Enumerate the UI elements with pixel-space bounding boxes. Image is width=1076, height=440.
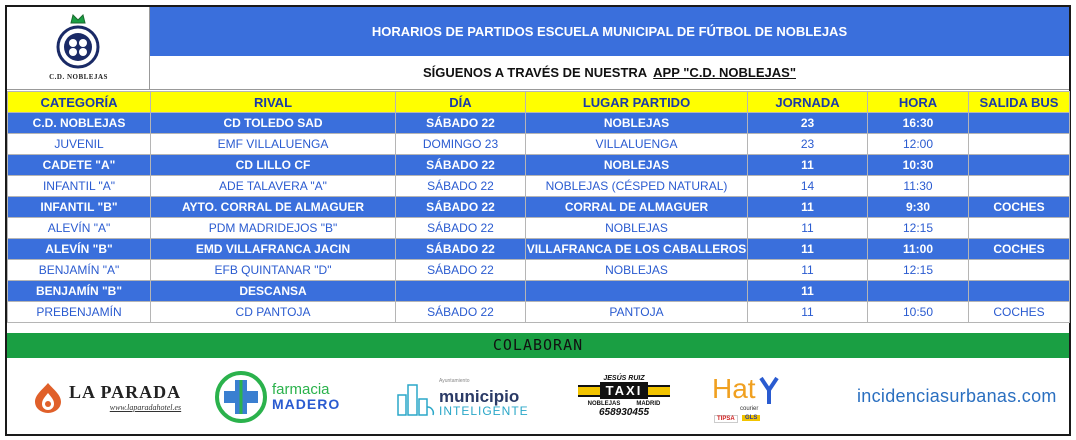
taxi-wing-right [648,385,670,397]
cell-dia: SÁBADO 22 [396,260,526,281]
cell-categoria: C.D. NOBLEJAS [8,113,151,134]
cell-lugar: CORRAL DE ALMAGUER [526,197,748,218]
hatysa-badge-gls: GLS [742,415,760,421]
follow-text: SÍGUENOS A TRAVÉS DE NUESTRA [423,65,648,80]
cell-bus: COCHES [969,239,1070,260]
cell-rival: CD LILLO CF [151,155,396,176]
col-header-lugar: LUGAR PARTIDO [526,92,748,113]
flame-icon [33,381,63,413]
follow-banner [150,56,1069,90]
cell-lugar: NOBLEJAS (CÉSPED NATURAL) [526,176,748,197]
cell-jornada: 11 [748,281,868,302]
taxi-wing-left [578,385,600,397]
sponsor-la-parada[interactable] [33,359,183,434]
table-row [8,134,1070,155]
cell-jornada: 11 [748,218,868,239]
cell-categoria: ALEVÍN "A" [8,218,151,239]
sponsor-incidencias-urbanas[interactable] [857,359,1062,434]
sponsors-heading: COLABORAN [7,333,1069,358]
cell-categoria: CADETE "A" [8,155,151,176]
table-row [8,218,1070,239]
taxi-left: NOBLEJAS [587,401,621,407]
cell-hora: 10:50 [868,302,969,323]
cell-categoria: JUVENIL [8,134,151,155]
schedule-table [7,91,1070,323]
cell-dia: SÁBADO 22 [396,197,526,218]
municipio-line2: INTELIGENTE [439,404,529,418]
col-header-hora: HORA [868,92,969,113]
cell-rival: CD PANTOJA [151,302,396,323]
table-row [8,155,1070,176]
cell-categoria: INFANTIL "B" [8,197,151,218]
cell-lugar: PANTOJA [526,302,748,323]
cell-jornada: 11 [748,155,868,176]
cell-jornada: 23 [748,134,868,155]
cell-dia: SÁBADO 22 [396,218,526,239]
cell-rival: CD TOLEDO SAD [151,113,396,134]
la-parada-name: LA PARADA [69,381,182,402]
cell-lugar [526,281,748,302]
cell-dia: SÁBADO 22 [396,239,526,260]
col-header-categoria: CATEGORÍA [8,92,151,113]
cell-rival: EFB QUINTANAR "D" [151,260,396,281]
cell-hora: 9:30 [868,197,969,218]
cell-jornada: 11 [748,302,868,323]
cell-rival: EMD VILLAFRANCA JACIN [151,239,396,260]
page-title: HORARIOS DE PARTIDOS ESCUELA MUNICIPAL DE FÚTBOL DE NOBLEJAS [150,7,1069,56]
hatysa-y-icon [759,376,779,406]
club-crest-icon [51,13,105,71]
hatysa-hat: Hat [712,372,756,404]
cell-jornada: 11 [748,260,868,281]
hatysa-badge-tipsa: TIPSA [714,415,738,423]
la-parada-url[interactable]: www.laparadahotel.es [109,402,182,412]
col-header-rival: RIVAL [151,92,396,113]
table-row [8,113,1070,134]
cell-categoria: ALEVÍN "B" [8,239,151,260]
cell-rival: ADE TALAVERA "A" [151,176,396,197]
col-header-jornada: JORNADA [748,92,868,113]
taxi-top: JESÚS RUIZ [603,375,645,382]
cell-hora: 10:30 [868,155,969,176]
cell-categoria: BENJAMÍN "B" [8,281,151,302]
table-row [8,260,1070,281]
pharmacy-cross-icon [214,370,268,424]
taxi-right: MADRID [636,401,661,407]
table-header-row [8,92,1070,113]
cell-lugar: VILLAFRANCA DE LOS CABALLEROS [526,239,748,260]
cell-jornada: 11 [748,197,868,218]
col-header-salida-bus: SALIDA BUS [969,92,1070,113]
cell-hora: 12:15 [868,218,969,239]
app-link[interactable]: APP "C.D. NOBLEJAS" [653,65,796,80]
municipio-line1: municipio [439,387,520,406]
municipio-small: Ayuntamiento [439,378,470,384]
cell-lugar: VILLALUENGA [526,134,748,155]
cell-bus: COCHES [969,197,1070,218]
cell-categoria: PREBENJAMÍN [8,302,151,323]
sponsor-municipio-inteligente[interactable] [395,359,545,434]
cell-bus [969,218,1070,239]
cell-jornada: 23 [748,113,868,134]
cell-bus [969,176,1070,197]
cell-bus [969,113,1070,134]
sponsor-hatysa[interactable] [712,359,822,434]
cell-rival: EMF VILLALUENGA [151,134,396,155]
taxi-word: TAXI [600,382,649,399]
hatysa-courier: courier [740,405,759,412]
table-row [8,239,1070,260]
farmacia-line1: farmacia [272,380,330,398]
cell-bus: COCHES [969,302,1070,323]
club-name: C.D. NOBLEJAS [49,73,108,81]
farmacia-line2: MADERO [272,395,341,412]
city-buildings-icon [395,377,435,417]
schedule-sheet [5,5,1071,436]
cell-lugar: NOBLEJAS [526,218,748,239]
cell-jornada: 11 [748,239,868,260]
table-row [8,281,1070,302]
cell-bus [969,155,1070,176]
table-row [8,176,1070,197]
cell-categoria: BENJAMÍN "A" [8,260,151,281]
club-logo-cell [7,7,150,90]
cell-hora [868,281,969,302]
cell-lugar: NOBLEJAS [526,260,748,281]
cell-hora: 12:00 [868,134,969,155]
incidencias-text[interactable]: incidenciasurbanas.com [857,386,1057,406]
sponsor-taxi[interactable] [569,359,679,434]
cell-dia: SÁBADO 22 [396,155,526,176]
cell-hora: 11:30 [868,176,969,197]
cell-bus [969,134,1070,155]
cell-lugar: NOBLEJAS [526,113,748,134]
cell-rival: PDM MADRIDEJOS "B" [151,218,396,239]
cell-rival: AYTO. CORRAL DE ALMAGUER [151,197,396,218]
cell-dia: DOMINGO 23 [396,134,526,155]
cell-lugar: NOBLEJAS [526,155,748,176]
cell-bus [969,281,1070,302]
cell-rival: DESCANSA [151,281,396,302]
cell-dia: SÁBADO 22 [396,176,526,197]
cell-categoria: INFANTIL "A" [8,176,151,197]
sponsors-strip [7,359,1069,434]
col-header-dia: DÍA [396,92,526,113]
sponsor-farmacia-madero[interactable] [214,359,364,434]
table-row [8,197,1070,218]
taxi-phone: 658930455 [598,407,650,418]
table-row [8,302,1070,323]
cell-hora: 12:15 [868,260,969,281]
cell-dia [396,281,526,302]
cell-dia: SÁBADO 22 [396,113,526,134]
cell-hora: 11:00 [868,239,969,260]
cell-bus [969,260,1070,281]
cell-dia: SÁBADO 22 [396,302,526,323]
cell-hora: 16:30 [868,113,969,134]
cell-jornada: 14 [748,176,868,197]
